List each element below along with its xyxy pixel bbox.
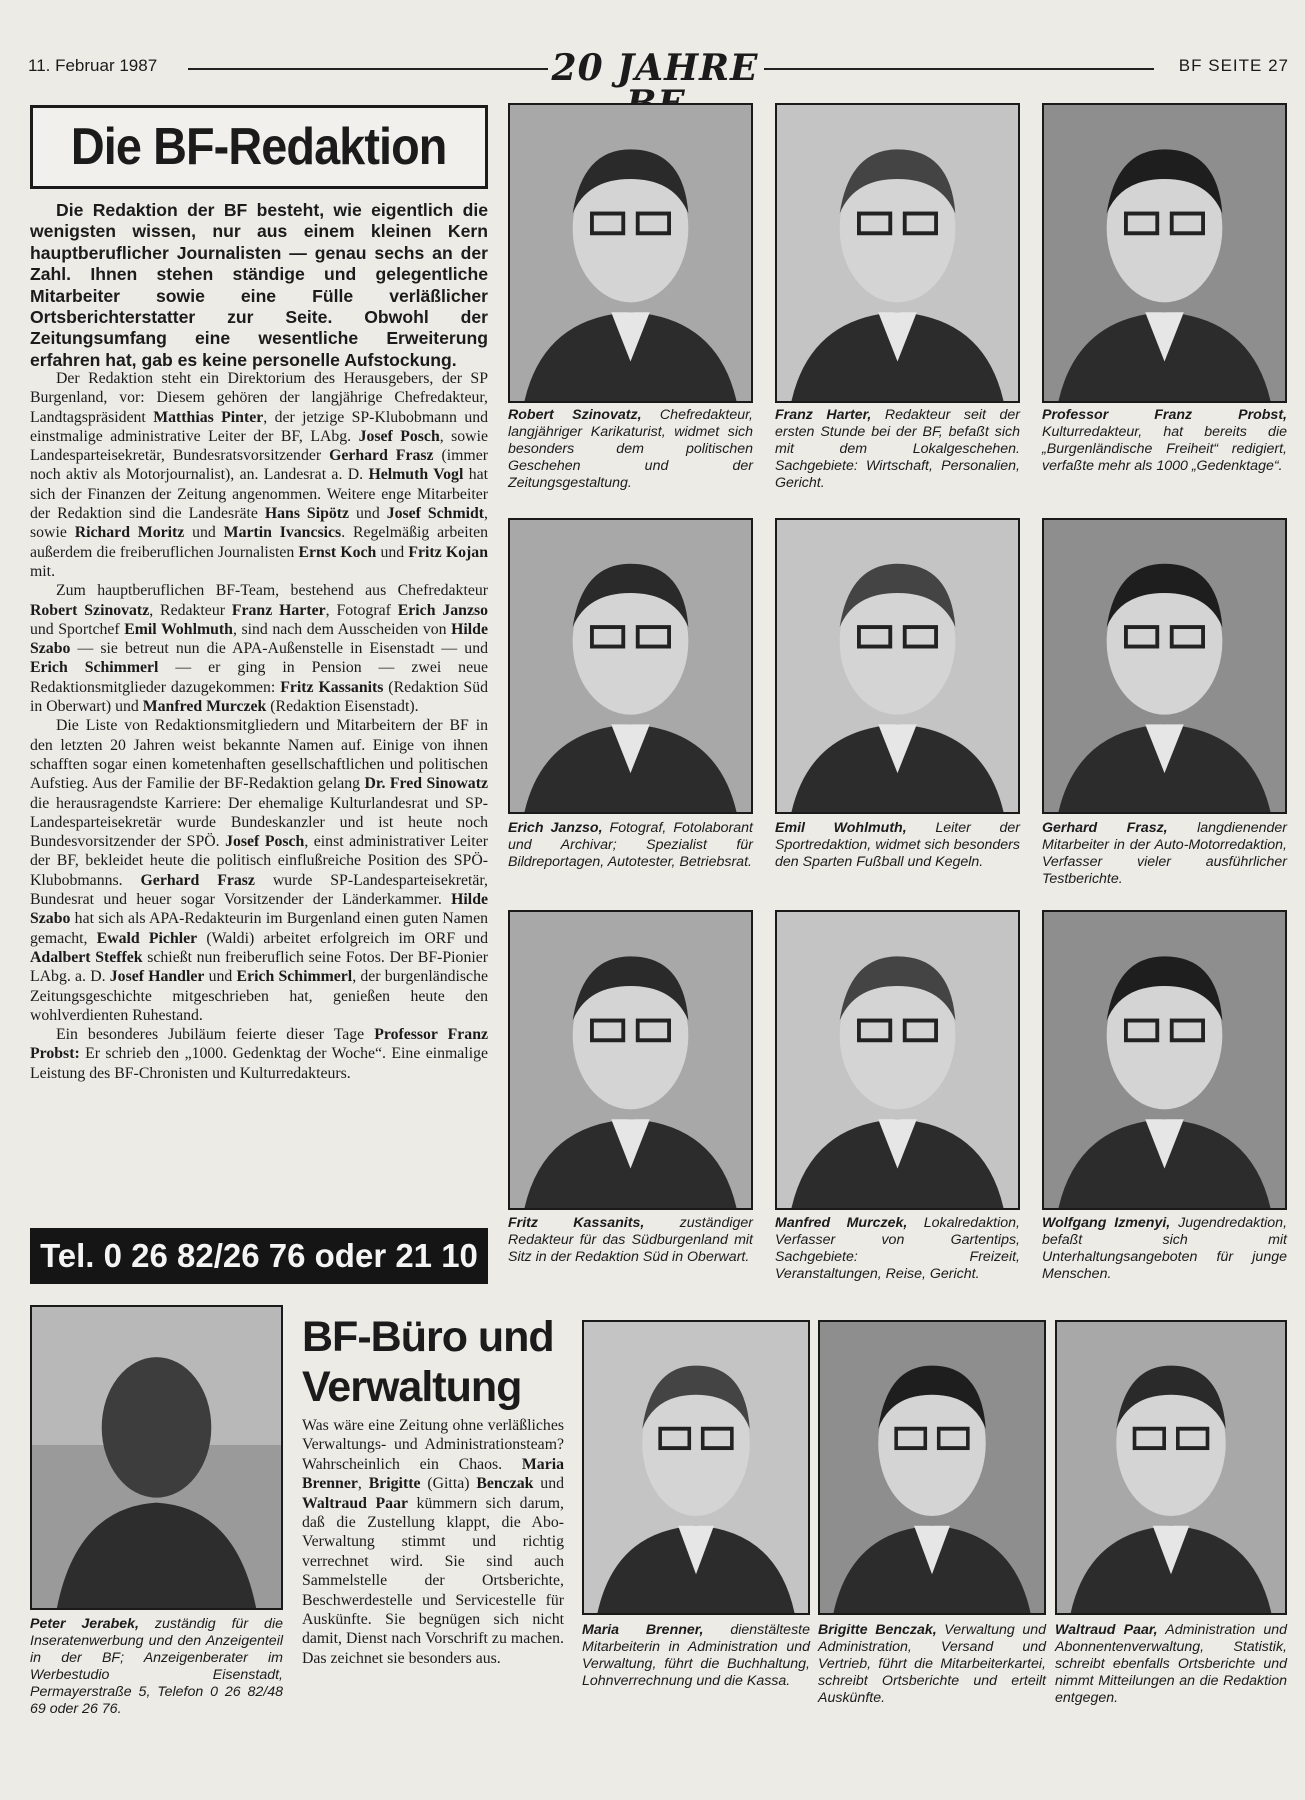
portrait-silhouette bbox=[1044, 520, 1285, 812]
portrait-silhouette bbox=[510, 105, 751, 401]
bold-name: Helmuth Vogl bbox=[368, 466, 464, 484]
caption-name: Professor Franz Probst, bbox=[1042, 407, 1287, 423]
text-run: hat sich der Finanzen der Zeitung angenommen. Weitere enge Mitarbeiter der Redaktion sind die Landesräte bbox=[30, 466, 488, 523]
staff-caption bbox=[1042, 1215, 1287, 1283]
text-run: und bbox=[349, 505, 387, 523]
portrait-silhouette bbox=[777, 912, 1018, 1208]
bold-name: Josef Handler bbox=[109, 968, 205, 986]
header-rule-left bbox=[188, 68, 548, 70]
text-run: (Redaktion Süd in Oberwart) und bbox=[30, 678, 488, 716]
bold-name: Dr. Fred Sinowatz bbox=[364, 775, 488, 793]
text-run: , sowie Landesparteisekretär, Bundesratsvorsitzender bbox=[30, 427, 488, 465]
bold-name: Brigitte bbox=[368, 1475, 421, 1493]
staff-caption bbox=[775, 407, 1020, 492]
text-run: und bbox=[204, 968, 237, 986]
portrait-silhouette bbox=[1044, 912, 1285, 1208]
bold-name: Erich Schimmerl bbox=[30, 659, 159, 677]
text-run: , einst administrativer Leiter der BF, bekleidet heute die politisch einflußreiche Position des SPÖ-Klubobmanns. bbox=[30, 833, 488, 889]
bold-name: Matthias Pinter bbox=[153, 408, 264, 426]
caption-text: zuständig für die Inseratenwerbung und den Anzeigenteil in der BF; Anzeigenberater im Werbestudio Eisenstadt, Permayerstraße 5, Telefon 0 26 82/48 69 oder 26 76. bbox=[30, 1616, 283, 1717]
staff-photo bbox=[1042, 518, 1287, 814]
portrait-silhouette bbox=[584, 1322, 808, 1613]
text-run: Er schrieb den „1000. Gedenktag der Woche“. Eine einmalige Leistung des BF-Chronisten und Kulturredakteurs. bbox=[30, 1045, 488, 1082]
portrait-silhouette bbox=[510, 912, 751, 1208]
caption-name: Wolfgang Izmenyi, bbox=[1042, 1215, 1171, 1231]
staff-photo bbox=[508, 910, 753, 1210]
portrait-caption bbox=[30, 1616, 283, 1718]
portrait-photo bbox=[30, 1305, 283, 1610]
bold-name: Gerhard Frasz bbox=[140, 871, 255, 889]
bold-name: Adalbert Steffek bbox=[30, 948, 143, 966]
caption-name: Emil Wohlmuth, bbox=[775, 820, 907, 836]
bold-name: Fritz Kassanits bbox=[280, 678, 384, 696]
text-run: und bbox=[533, 1475, 564, 1493]
section-title-line: Verwaltung bbox=[302, 1363, 522, 1411]
section-title bbox=[302, 1312, 562, 1412]
text-run: Ein besonderes Jubiläum feierte dieser Tage bbox=[56, 1026, 375, 1044]
section-body bbox=[302, 1416, 564, 1668]
page-number: BF SEITE 27 bbox=[1178, 56, 1289, 75]
staff-caption bbox=[1042, 407, 1287, 475]
text-run: (immer noch aktiv als Motorjournalist), an. Landesrat a. D. bbox=[30, 447, 488, 484]
portrait-silhouette bbox=[777, 105, 1018, 401]
caption-name: Peter Jerabek, bbox=[30, 1616, 139, 1632]
text-run: Was wäre eine Zeitung ohne verläßliches Verwaltungs- und Administrationsteam? Wahrscheinlich ein Chaos. bbox=[302, 1417, 564, 1473]
text-run: und bbox=[376, 543, 409, 561]
caption-name: Waltraud Paar, bbox=[1055, 1622, 1158, 1638]
bold-name: Erich Schimmerl bbox=[236, 968, 353, 986]
bold-name: Richard Moritz bbox=[74, 524, 185, 542]
office-photo bbox=[582, 1320, 810, 1615]
text-run: die herausragendste Karriere: Der ehemalige Kulturlandesrat und SP-Landesparteisekretär wurde Bundeskanzler und ist heute noch Bundesvorsitzender der SPÖ. bbox=[30, 794, 488, 851]
caption-text: Chefredakteur, langjähriger Karikaturist, widmet sich besonders dem politischen Geschehen und der Zeitungsgestaltung. bbox=[508, 407, 753, 491]
anniversary-logo: 20 JAHRE bbox=[551, 47, 759, 89]
caption-text: zuständiger Redakteur für das Südburgenland mit Sitz in der Redaktion Süd in Oberwart. bbox=[508, 1215, 753, 1265]
bold-name: Erich Janzso bbox=[397, 601, 489, 619]
staff-photo bbox=[508, 103, 753, 403]
article-lead: Die Redaktion der BF besteht, wie eigentlich die wenigsten wissen, nur aus einem kleinen Kern hauptberuflicher Journalisten — genau sechs an der Zahl. Ihnen stehen ständige und gelegentliche Mitarbeiter sowie eine Fülle verläßlicher Ortsberichterstatter zur Seite. Obwohl der Zeitungsumfang eine wesentliche Erweiterung erfahren hat, gab es keine personelle Aufstockung. bbox=[30, 200, 488, 370]
caption-text: Leiter der Sportredaktion, widmet sich besonders den Sparten Fußball und Kegeln. bbox=[775, 820, 1020, 870]
telephone-banner: Tel. 0 26 82/26 76 oder 21 10 bbox=[30, 1228, 488, 1284]
office-caption bbox=[818, 1622, 1046, 1707]
staff-photo bbox=[775, 103, 1020, 403]
caption-text: Administration und Abonnentenverwaltung, Statistik, schreibt ebenfalls Ortsberichte und nimmt Mitteilungen an die Redaktion entgegen. bbox=[1055, 1622, 1287, 1706]
text-run: und Sportchef bbox=[30, 620, 125, 638]
article-paragraph bbox=[30, 581, 488, 716]
caption-text: langdienender Mitarbeiter in der Auto-Motorredaktion, Verfasser vieler ausführlicher Testberichte. bbox=[1042, 820, 1288, 887]
article-title-box bbox=[30, 105, 488, 189]
issue-date: 11. Februar 1987 bbox=[28, 56, 158, 75]
bold-name: Benczak bbox=[476, 1475, 534, 1493]
article-paragraph bbox=[30, 716, 488, 1025]
text-run: mit. bbox=[30, 562, 56, 580]
bold-name: Josef Posch bbox=[225, 833, 305, 851]
text-run: (Redaktion Eisenstadt). bbox=[266, 698, 419, 716]
staff-photo bbox=[1042, 910, 1287, 1210]
staff-caption bbox=[775, 1215, 1020, 1283]
caption-text: dienstälteste Mitarbeiterin in Administration und Verwaltung, führt die Buchhaltung, Lohnverrechnung und die Kassa. bbox=[582, 1622, 810, 1689]
staff-photo bbox=[508, 518, 753, 814]
bold-name: Hans Sipötz bbox=[264, 505, 350, 523]
bold-name: Waltraud Paar bbox=[302, 1494, 408, 1512]
caption-name: Manfred Murczek, bbox=[775, 1215, 908, 1231]
caption-name: Fritz Kassanits, bbox=[508, 1215, 645, 1231]
text-run: Zum hauptberuflichen BF-Team, bestehend aus Chefredakteur bbox=[56, 582, 488, 600]
caption-name: Robert Szinovatz, bbox=[508, 407, 642, 423]
caption-name: Brigitte Benczak, bbox=[818, 1622, 937, 1638]
caption-name: Erich Janzso, bbox=[508, 820, 603, 836]
staff-photo bbox=[1042, 103, 1287, 403]
portrait-silhouette bbox=[777, 520, 1018, 812]
bold-name: Manfred Murczek bbox=[142, 698, 267, 716]
text-run: , bbox=[357, 1475, 369, 1493]
bold-name: Emil Wohlmuth bbox=[124, 620, 233, 638]
bold-name: Hilde Szabo bbox=[30, 620, 488, 658]
caption-text: Kulturredakteur, hat bereits die „Burgenländische Freiheit“ redigiert, verfaßte mehr als 1000 „Gedenktage“. bbox=[1042, 424, 1287, 474]
text-run: und bbox=[184, 524, 224, 542]
text-run: , Fotograf bbox=[325, 601, 398, 619]
bold-name: Fritz Kojan bbox=[408, 543, 488, 561]
article-title: Die BF-Redaktion bbox=[71, 118, 447, 176]
caption-text: Jugendredaktion, befaßt sich mit Unterhaltungsangeboten für junge Menschen. bbox=[1042, 1215, 1288, 1282]
caption-text: Verwaltung und Administration, Versand und Vertrieb, führt die Mitarbeiterkartei, schreibt Ortsberichte und erteilt Auskünfte. bbox=[818, 1622, 1046, 1706]
bold-name: Franz Harter bbox=[231, 601, 326, 619]
office-photo bbox=[818, 1320, 1046, 1615]
staff-caption bbox=[508, 407, 753, 492]
bold-name: Martin Ivancsics bbox=[223, 524, 342, 542]
text-run: (Waldi) arbeitet erfolgreich im ORF und bbox=[197, 929, 489, 947]
text-run: — sie betreut nun die APA-Außenstelle in Eisenstadt — und bbox=[70, 640, 488, 658]
caption-name: Maria Brenner, bbox=[582, 1622, 704, 1638]
text-run: , der jetzige SP-Klubobmann und einstmalige administrative Leiter der BF, LAbg. bbox=[30, 408, 489, 445]
caption-name: Gerhard Frasz, bbox=[1042, 820, 1168, 836]
portrait-silhouette bbox=[510, 520, 751, 812]
article-paragraph bbox=[30, 369, 488, 581]
bold-name: Maria Brenner bbox=[302, 1455, 564, 1493]
bold-name: Ernst Koch bbox=[298, 543, 377, 561]
article-paragraph bbox=[30, 1025, 488, 1083]
office-caption bbox=[582, 1622, 810, 1690]
staff-caption bbox=[775, 820, 1020, 871]
text-run: kümmern sich darum, daß die Zustellung klappt, die Abo-Verwaltung stimmt und richtig verrechnet wird. Sie sind auch Sammelstelle der Ortsberichte, Beschwerdestelle und Servicestelle für Auskünfte. Sie begnügen sich nicht damit, Dienst nach Vorschrift zu machen. Das zeichnet sie besonders aus. bbox=[302, 1494, 564, 1667]
text-run: (Gitta) bbox=[420, 1475, 477, 1493]
portrait-silhouette bbox=[820, 1322, 1044, 1613]
text-run: Die Liste von Redaktionsmitgliedern und Mitarbeitern der BF in den letzten 20 Jahren weist bekannte Namen auf. Einige von ihnen schafften sogar einen kometenhaften gesellschaftlichen und politischen Aufstieg. Aus der Familie der BF-Redaktion gelang bbox=[30, 717, 488, 793]
section-title-line: BF-Büro und bbox=[302, 1313, 554, 1361]
bold-name: Hilde Szabo bbox=[30, 891, 488, 928]
portrait-silhouette bbox=[1044, 105, 1285, 401]
text-run: , der burgenländische Zeitungsgeschichte mitgeschrieben hat, genießen heute den wohlverdienten Ruhestand. bbox=[30, 968, 488, 1024]
bold-name: Robert Szinovatz bbox=[30, 601, 150, 619]
text-run: wurde SP-Landesparteisekretär, Bundesrat und heuer sogar Vorsitzender der Länderkammer. bbox=[30, 871, 488, 909]
text-run: — er ging in Pension — zwei neue Redaktionsmitglieder dazugekommen: bbox=[30, 659, 489, 696]
text-run: , sowie bbox=[30, 505, 488, 542]
text-run: . Regelmäßig arbeiten außerdem die freiberuflichen Journalisten bbox=[30, 524, 488, 561]
office-photo bbox=[1055, 1320, 1287, 1615]
bold-name: Professor Franz Probst: bbox=[30, 1026, 488, 1063]
article-body bbox=[30, 369, 488, 1083]
bold-name: Ewald Pichler bbox=[96, 929, 198, 947]
portrait-silhouette bbox=[32, 1307, 281, 1608]
office-caption bbox=[1055, 1622, 1287, 1707]
caption-name: Franz Harter, bbox=[775, 407, 872, 423]
staff-caption bbox=[508, 1215, 753, 1266]
staff-photo bbox=[775, 518, 1020, 814]
text-run: , Redakteur bbox=[149, 601, 232, 619]
text-run: , sind nach dem Ausscheiden von bbox=[232, 620, 452, 638]
staff-caption bbox=[1042, 820, 1287, 888]
text-run: schießt nun freiberuflich seine Fotos. Der BF-Pionier LAbg. a. D. bbox=[30, 948, 488, 986]
caption-text: Fotograf, Fotolaborant und Archivar; Spezialist für Bildreportagen, Autotester, Betriebsrat. bbox=[508, 820, 754, 870]
bold-name: Josef Posch bbox=[358, 427, 440, 445]
caption-text: Lokalredaktion, Verfasser von Gartentips, Sachgebiete: Freizeit, Veranstaltungen, Reise, Gericht. bbox=[775, 1215, 1020, 1282]
text-run: hat sich als APA-Redakteurin im Burgenland einen guten Namen gemacht, bbox=[30, 910, 488, 947]
caption-text: Redakteur seit der ersten Stunde bei der BF, befaßt sich mit dem Lokalgeschehen. Sachgebiete: Wirtschaft, Personalien, Gericht. bbox=[775, 407, 1021, 491]
header-rule-right bbox=[764, 68, 1154, 70]
text-run: Der Redaktion steht ein Direktorium des Herausgebers, der SP Burgenland, vor: Diesem gehören der langjährige Chefredakteur, Landtagspräsident bbox=[30, 370, 488, 426]
staff-caption bbox=[508, 820, 753, 871]
bold-name: Gerhard Frasz bbox=[329, 447, 434, 465]
staff-photo bbox=[775, 910, 1020, 1210]
bold-name: Josef Schmidt bbox=[386, 505, 485, 523]
portrait-silhouette bbox=[1057, 1322, 1285, 1613]
